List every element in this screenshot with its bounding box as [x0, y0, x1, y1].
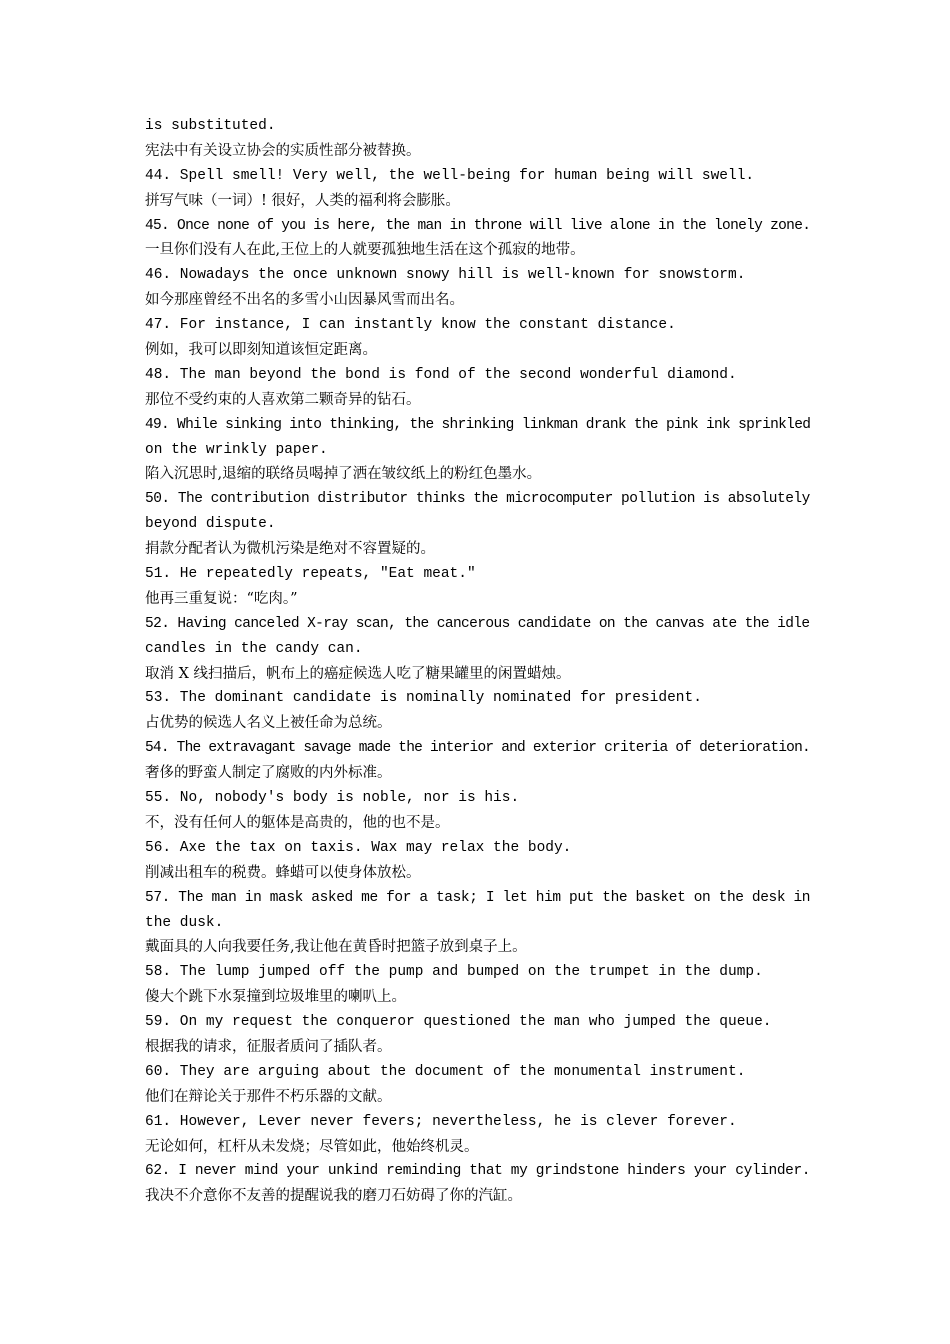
chinese-translation-line: 陷入沉思时,退缩的联络员喝掉了洒在皱纹纸上的粉红色墨水。	[145, 466, 542, 483]
document-page	[145, 114, 810, 1209]
english-sentence-line: 44. Spell smell! Very well, the well-being for human being will swell.	[145, 167, 755, 184]
chinese-translation-line: 不，没有任何人的躯体是高贵的，他的也不是。	[145, 814, 450, 831]
english-sentence-line: 49. While sinking into thinking, the shrinking linkman drank the pink ink sprinkled	[145, 416, 811, 433]
english-sentence-line: 50. The contribution distributor thinks the microcomputer pollution is absolutely	[145, 491, 810, 508]
english-sentence-line: 59. On my request the conqueror questioned the man who jumped the queue.	[145, 1014, 772, 1031]
english-sentence-line: 48. The man beyond the bond is fond of the second wonderful diamond.	[145, 366, 737, 383]
chinese-translation-line: 根据我的请求，征服者质问了插队者。	[145, 1038, 392, 1055]
chinese-translation-line: 无论如何，杠杆从未发烧；尽管如此，他始终机灵。	[145, 1138, 479, 1155]
chinese-translation-line: 捐款分配者认为微机污染是绝对不容置疑的。	[145, 541, 435, 558]
english-sentence-line: 53. The dominant candidate is nominally nominated for president.	[145, 690, 702, 707]
english-sentence-line: 52. Having canceled X-ray scan, the cancerous candidate on the canvas ate the idle	[145, 615, 810, 632]
chinese-translation-line: 他们在辩论关于那件不朽乐器的文献。	[145, 1088, 392, 1105]
chinese-translation-line: 那位不受约束的人喜欢第二颗奇异的钻石。	[145, 391, 421, 408]
chinese-translation-line: 宪法中有关设立协会的实质性部分被替换。	[145, 142, 421, 159]
english-sentence-line: is substituted.	[145, 118, 276, 134]
chinese-translation-line: 例如，我可以即刻知道该恒定距离。	[145, 342, 377, 359]
english-sentence-line: 58. The lump jumped off the pump and bumped on the trumpet in the dump.	[145, 964, 763, 981]
english-sentence-line: 46. Nowadays the once unknown snowy hill is well-known for snowstorm.	[145, 267, 746, 284]
english-sentence-line: the dusk.	[145, 914, 224, 931]
chinese-translation-line: 他再三重复说：“吃肉。”	[145, 590, 298, 607]
chinese-translation-line: 奢侈的野蛮人制定了腐败的内外标准。	[145, 765, 392, 782]
chinese-translation-line: 削减出租车的税费。蜂蜡可以使身体放松。	[145, 864, 421, 881]
english-sentence-line: 61. However, Lever never fevers; nevertheless, he is clever forever.	[145, 1113, 737, 1130]
english-sentence-line: 62. I never mind your unkind reminding that my grindstone hinders your cylinder.	[145, 1163, 811, 1180]
english-sentence-line: 57. The man in mask asked me for a task; I let him put the basket on the desk in	[145, 889, 811, 906]
english-sentence-line: 51. He repeatedly repeats, "Eat meat."	[145, 566, 476, 583]
english-sentence-line: 47. For instance, I can instantly know the constant distance.	[145, 317, 676, 334]
chinese-translation-line: 一旦你们没有人在此,王位上的人就要孤独地生活在这个孤寂的地带。	[145, 242, 585, 259]
english-sentence-line: 54. The extravagant savage made the interior and exterior criteria of deterioration.	[145, 740, 810, 757]
chinese-translation-line: 我决不介意你不友善的提醒说我的磨刀石妨碍了你的汽缸。	[145, 1188, 522, 1205]
chinese-translation-line: 拼写气味（一词）! 很好，人类的福利将会膨胀。	[145, 192, 460, 209]
english-sentence-line: 56. Axe the tax on taxis. Wax may relax the body.	[145, 839, 572, 856]
english-sentence-line: 55. No, nobody's body is noble, nor is his.	[145, 790, 520, 807]
english-sentence-line: 60. They are arguing about the document of the monumental instrument.	[145, 1063, 746, 1080]
english-sentence-line: beyond dispute.	[145, 516, 276, 533]
chinese-translation-line: 占优势的候选人名义上被任命为总统。	[145, 715, 392, 732]
chinese-translation-line: 傻大个跳下水泵撞到垃圾堆里的喇叭上。	[145, 989, 406, 1006]
chinese-translation-line: 取消 X 线扫描后，帆布上的癌症候选人吃了糖果罐里的闲置蜡烛。	[145, 665, 571, 682]
english-sentence-line: candles in the candy can.	[145, 640, 363, 657]
english-sentence-line: 45. Once none of you is here, the man in throne will live alone in the lonely zone.	[145, 217, 811, 234]
chinese-translation-line: 如今那座曾经不出名的多雪小山因暴风雪而出名。	[145, 292, 464, 309]
english-sentence-line: on the wrinkly paper.	[145, 441, 328, 458]
chinese-translation-line: 戴面具的人向我要任务,我让他在黄昏时把篮子放到桌子上。	[145, 939, 527, 956]
